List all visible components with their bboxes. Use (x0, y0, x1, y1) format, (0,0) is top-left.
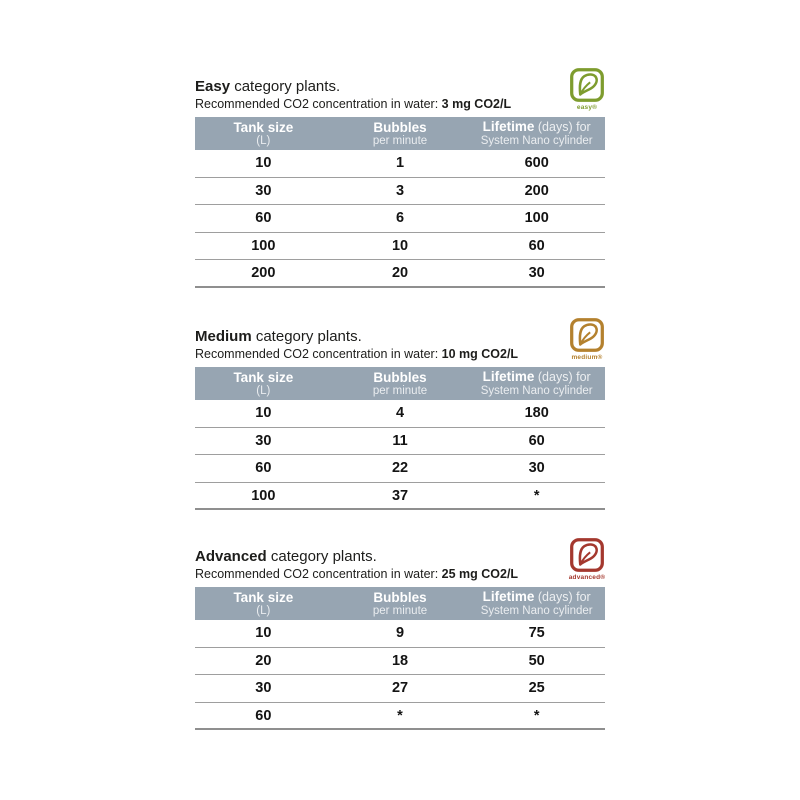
cell-bubbles: 18 (391, 652, 409, 669)
cell-lifetime: 25 (528, 680, 545, 696)
cell-lifetime: 100 (524, 210, 549, 226)
subtitle-text: Recommended CO2 concentration in water: (195, 97, 442, 111)
cell-bubbles: 11 (392, 432, 408, 449)
category-name: Advanced (195, 548, 267, 565)
table-row (195, 233, 605, 261)
cell-lifetime: * (533, 487, 540, 504)
table-header-row (195, 367, 605, 400)
col-header-bubbles (332, 370, 469, 398)
col-header-line1: Tank size (233, 369, 294, 385)
title-rest: category plants. (230, 78, 341, 95)
table-row (195, 648, 605, 676)
cell-bubbles: 22 (391, 460, 409, 476)
table-header-row (195, 117, 605, 150)
badge-label-advanced: advanced® (568, 574, 606, 581)
table-row (195, 455, 605, 483)
cell-lifetime: 50 (528, 652, 545, 669)
col-header-line1: Bubbles (373, 119, 427, 135)
cell-lifetime: 75 (528, 625, 545, 641)
cell-tank: 60 (255, 707, 272, 724)
lifetime-rest: (days) for (534, 370, 591, 384)
cell-tank: 20 (255, 652, 272, 669)
subtitle-value: 25 mg CO2/L (441, 567, 519, 581)
badge-label-easy: easy® (576, 104, 598, 111)
cell-tank: 10 (255, 625, 272, 641)
subtitle-text: Recommended CO2 concentration in water: (195, 567, 442, 581)
cell-bubbles: 6 (395, 210, 405, 226)
col-header-line1: Bubbles (373, 589, 427, 605)
table-row (195, 150, 605, 178)
col-header-tank-size (195, 590, 332, 618)
leaf-easy-icon (569, 67, 605, 103)
section-advanced (195, 548, 605, 730)
title-rest: category plants. (251, 328, 362, 345)
category-name: Easy (195, 78, 231, 95)
subtitle-text: Recommended CO2 concentration in water: (195, 347, 442, 361)
col-header-line2: per minute (372, 604, 428, 617)
cell-tank: 10 (255, 155, 272, 171)
col-header-line2: (L) (256, 604, 271, 617)
cell-lifetime: 600 (524, 155, 549, 171)
badge-label-medium: medium® (571, 354, 603, 361)
section-subtitle-medium (195, 347, 605, 362)
cell-bubbles: 3 (395, 182, 405, 199)
cell-bubbles: 1 (395, 155, 405, 171)
cell-bubbles: 9 (395, 625, 405, 641)
col-header-line1: Tank size (233, 119, 294, 135)
lifetime-bold: Lifetime (482, 589, 535, 604)
cell-tank: 30 (255, 680, 272, 696)
col-header-line1: Bubbles (373, 369, 427, 385)
cell-tank: 200 (251, 265, 276, 281)
table-row (195, 400, 605, 428)
title-rest: category plants. (266, 548, 377, 565)
section-title-easy (195, 78, 605, 95)
col-header-line1 (468, 589, 605, 605)
advanced-badge (567, 537, 607, 581)
col-header-line1 (468, 119, 605, 135)
cell-tank: 60 (255, 460, 272, 476)
table-body-advanced (195, 620, 605, 730)
section-subtitle-easy (195, 97, 605, 112)
cell-bubbles: 10 (391, 237, 409, 254)
col-header-bubbles (332, 120, 469, 148)
section-easy (195, 78, 605, 288)
cell-bubbles: 37 (391, 487, 409, 504)
col-header-lifetime (468, 119, 605, 148)
cell-tank: 30 (255, 432, 272, 449)
col-header-tank-size (195, 370, 332, 398)
cell-lifetime: 200 (524, 182, 549, 199)
col-header-line2: System Nano cylinder (480, 385, 593, 397)
lifetime-bold: Lifetime (482, 119, 535, 134)
cell-tank: 100 (251, 237, 276, 254)
cell-lifetime: 180 (524, 405, 549, 421)
table-body-medium (195, 400, 605, 510)
section-title-medium (195, 328, 605, 345)
cell-lifetime: 30 (528, 460, 545, 476)
cell-tank: 60 (255, 210, 272, 226)
table-body-easy (195, 150, 605, 288)
cell-tank: 10 (255, 405, 272, 421)
cell-tank: 30 (255, 182, 272, 199)
table-row (195, 428, 605, 456)
table-row (195, 620, 605, 648)
lifetime-rest: (days) for (534, 120, 591, 134)
col-header-line2: (L) (256, 134, 271, 147)
medium-badge (567, 317, 607, 361)
section-title-advanced (195, 548, 605, 565)
section-medium (195, 328, 605, 510)
col-header-lifetime (468, 589, 605, 618)
cell-lifetime: 60 (528, 237, 545, 254)
col-header-line2: System Nano cylinder (480, 605, 593, 617)
col-header-lifetime (468, 369, 605, 398)
leaf-advanced-icon (569, 537, 605, 573)
col-header-tank-size (195, 120, 332, 148)
lifetime-bold: Lifetime (482, 369, 535, 384)
table-row (195, 675, 605, 703)
col-header-line1 (468, 369, 605, 385)
table-row (195, 703, 605, 731)
cell-lifetime: * (533, 707, 540, 724)
cell-bubbles: 20 (391, 265, 409, 281)
cell-bubbles: 4 (395, 405, 405, 421)
cell-bubbles: 27 (391, 680, 409, 696)
col-header-line2: per minute (372, 384, 428, 397)
cell-lifetime: 30 (528, 265, 545, 281)
lifetime-rest: (days) for (534, 590, 591, 604)
table-row (195, 205, 605, 233)
leaf-medium-icon (569, 317, 605, 353)
table-row (195, 483, 605, 511)
subtitle-value: 10 mg CO2/L (441, 347, 519, 361)
subtitle-value: 3 mg CO2/L (441, 97, 512, 111)
category-name: Medium (195, 328, 252, 345)
easy-badge (567, 67, 607, 111)
table-header-row (195, 587, 605, 620)
col-header-line1: Tank size (233, 589, 294, 605)
cell-tank: 100 (251, 487, 276, 504)
col-header-line2: (L) (256, 384, 271, 397)
cell-bubbles: * (397, 707, 403, 724)
col-header-bubbles (332, 590, 469, 618)
col-header-line2: per minute (372, 134, 428, 147)
section-subtitle-advanced (195, 567, 605, 582)
cell-lifetime: 60 (528, 432, 545, 449)
table-row (195, 178, 605, 206)
table-row (195, 260, 605, 288)
col-header-line2: System Nano cylinder (480, 135, 593, 147)
